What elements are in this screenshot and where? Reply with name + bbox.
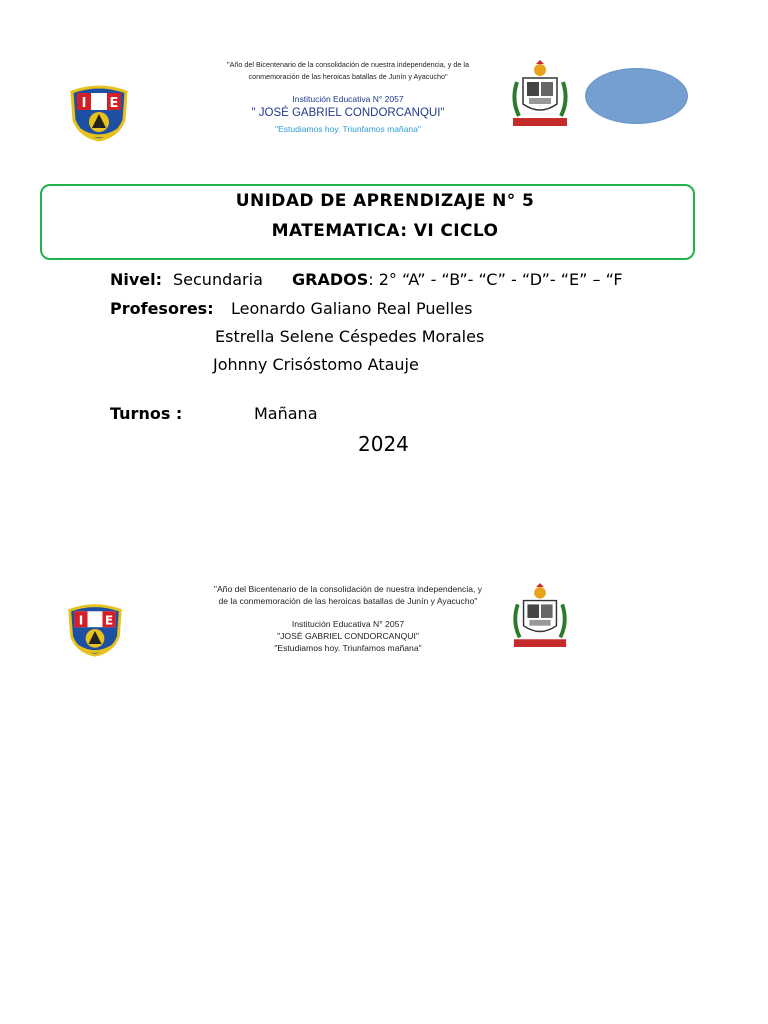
- profesor-2: Estrella Selene Céspedes Morales: [215, 327, 485, 346]
- header-school-name: " JOSÉ GABRIEL CONDORCANQUI": [251, 107, 445, 119]
- nivel-value: Secundaria: [173, 270, 263, 289]
- year: 2024: [358, 432, 409, 456]
- profesor-3: Johnny Crisóstomo Atauje: [213, 355, 419, 374]
- footer-institution: Institución Educativa N° 2057: [291, 619, 405, 629]
- footer-logo-letter-i: I: [78, 613, 84, 628]
- profesor-1: Leonardo Galiano Real Puelles: [231, 299, 473, 318]
- footer-motto-line2: de la conmemoración de las heroicas batallas de Junín y Ayacucho": [218, 596, 478, 606]
- profesores-label: Profesores:: [110, 299, 214, 318]
- footer-slogan: "Estudiamos hoy. Triunfamos mañana": [274, 643, 422, 653]
- grados-label: GRADOS: [292, 270, 369, 289]
- grados-row: [292, 270, 623, 289]
- unit-title: UNIDAD DE APRENDIZAJE N° 5: [235, 191, 535, 211]
- footer-school-name: "JOSÉ GABRIEL CONDORCANQUI": [277, 631, 419, 641]
- school-logo-left: [68, 84, 130, 142]
- footer-motto-line1: "Año del Bicentenario de la consolidación de nuestra independencia, y: [213, 584, 483, 594]
- subject-title: MATEMATICA: VI CICLO: [271, 221, 499, 241]
- logo-letter-e: E: [109, 96, 119, 111]
- header-motto-line2: conmemoración de las heroicas batallas de Junín y Ayacucho": [248, 72, 448, 81]
- nivel-label: Nivel:: [110, 270, 163, 289]
- blue-oval-shape: [585, 68, 688, 124]
- footer-school-crest-right: [510, 582, 570, 652]
- nivel-row: [110, 270, 162, 289]
- footer-institution-block: [196, 618, 500, 654]
- turnos-label: Turnos :: [110, 404, 183, 423]
- header-motto: [200, 59, 496, 83]
- turnos-value: Mañana: [254, 404, 318, 423]
- header-motto-line1: "Año del Bicentenario de la consolidación de nuestra independencia, y de la: [227, 60, 469, 69]
- footer-motto: [196, 583, 500, 607]
- grados-value: : 2° “A” - “B”- “C” - “D”- “E” – “F: [368, 270, 623, 289]
- school-crest-right: [509, 60, 571, 130]
- header-slogan: "Estudiamos hoy. Triunfamos mañana": [275, 124, 421, 134]
- header-institution: Institución Educativa N° 2057: [292, 94, 404, 104]
- logo-letter-i: I: [81, 96, 87, 111]
- footer-school-logo-left: [66, 602, 124, 658]
- footer-logo-letter-e: E: [104, 613, 114, 628]
